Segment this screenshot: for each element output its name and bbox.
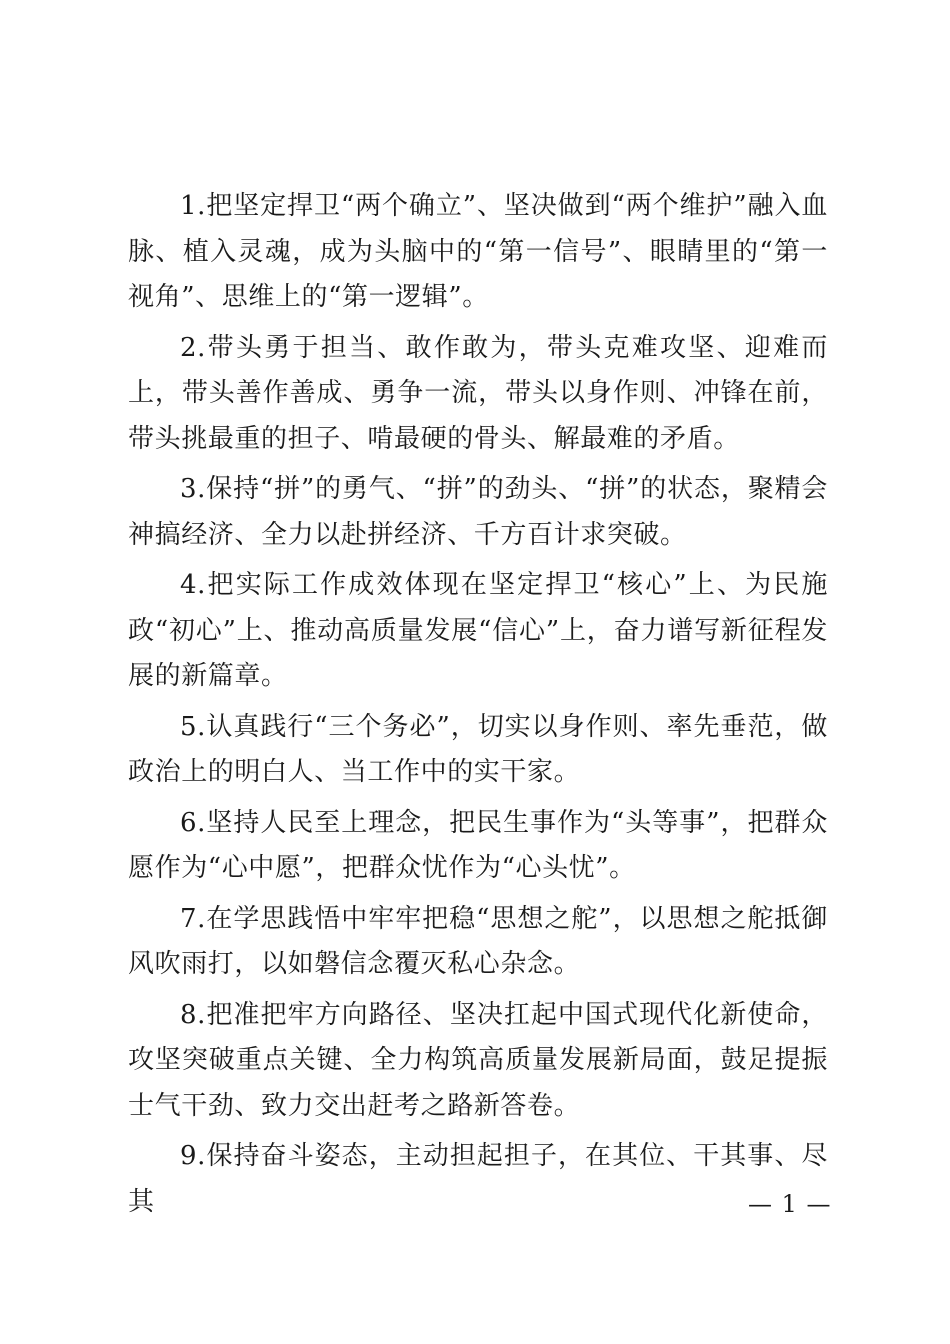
paragraph-1: 1.把坚定捍卫“两个确立”、坚决做到“两个维护”融入血脉、植入灵魂，成为头脑中的“第一信号”、眼睛里的“第一视角”、思维上的“第一逻辑”。: [128, 191, 828, 312]
paragraph-2: 2.带头勇于担当、敢作敢为，带头克难攻坚、迎难而上，带头善作善成、勇争一流，带头以身作则、冲锋在前，带头挑最重的担子、啃最硬的骨头、解最难的矛盾。: [128, 332, 828, 454]
paragraph-3: 3.保持“拼”的勇气、“拼”的劲头、“拼”的状态，聚精会神搞经济、全力以赴拼经济、千方百计求突破。: [128, 474, 828, 550]
paragraph-5: 5.认真践行“三个务必”，切实以身作则、率先垂范，做政治上的明白人、当工作中的实干家。: [128, 711, 828, 787]
paragraph-7: 7.在学思践悟中牢牢把稳“思想之舵”，以思想之舵抵御风吹雨打，以如磐信念覆灭私心杂念。: [128, 903, 828, 979]
page-number: — 1 —: [748, 1190, 832, 1218]
paragraph-8: 8.把准把牢方向路径、坚决扛起中国式现代化新使命，攻坚突破重点关键、全力构筑高质量发展新局面，鼓足提振士气干劲、致力交出赶考之路新答卷。: [128, 999, 828, 1121]
document-body: [128, 184, 828, 1230]
paragraph-6: 6.坚持人民至上理念，把民生事作为“头等事”，把群众愿作为“心中愿”，把群众忧作为“心头忧”。: [128, 807, 828, 883]
paragraph-4: 4.把实际工作成效体现在坚定捍卫“核心”上、为民施政“初心”上、推动高质量发展“信心”上，奋力谱写新征程发展的新篇章。: [128, 570, 828, 691]
paragraph-9: 9.保持奋斗姿态，主动担起担子，在其位、干其事、尽其: [128, 1141, 828, 1217]
